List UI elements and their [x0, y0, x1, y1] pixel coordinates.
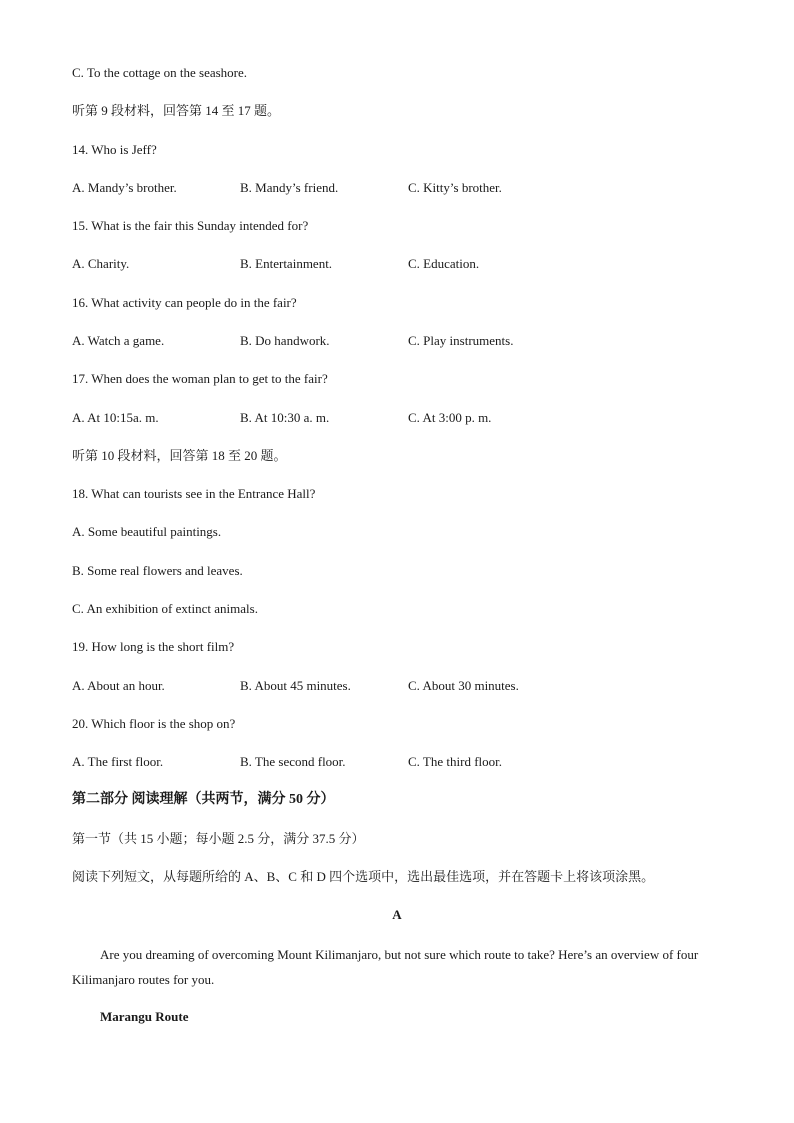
question-19: 19. How long is the short film? [72, 639, 235, 654]
question-14: 14. Who is Jeff? [72, 142, 157, 157]
q15-option-a: A. Charity. [72, 256, 130, 271]
q14-option-b: B. Mandy’s friend. [240, 180, 339, 195]
passage-label: A [392, 907, 402, 922]
q17-option-c: C. At 3:00 p. m. [408, 410, 492, 425]
instruction-section-9: 听第 9 段材料，回答第 14 至 17 题。 [72, 103, 281, 118]
q20-option-b: B. The second floor. [240, 754, 346, 769]
q16-option-a: A. Watch a game. [72, 333, 165, 348]
q18-option-c: C. An exhibition of extinct animals. [72, 601, 258, 616]
q16-option-b: B. Do handwork. [240, 333, 330, 348]
instruction-section-10: 听第 10 段材料，回答第 18 至 20 题。 [72, 448, 287, 463]
part-2-heading: 第二部分 阅读理解（共两节，满分 50 分） [72, 792, 335, 807]
question-16: 16. What activity can people do in the fair? [72, 295, 297, 310]
question-20: 20. Which floor is the shop on? [72, 716, 236, 731]
q15-option-c: C. Education. [408, 256, 480, 271]
q19-option-c: C. About 30 minutes. [408, 678, 519, 693]
question-17: 17. When does the woman plan to get to the fair? [72, 371, 328, 386]
route-heading: Marangu Route [100, 1009, 189, 1024]
q17-option-b: B. At 10:30 a. m. [240, 410, 330, 425]
section-1-heading: 第一节（共 15 小题；每小题 2.5 分，满分 37.5 分） [72, 831, 365, 846]
q20-option-a: A. The first floor. [72, 754, 164, 769]
q19-option-b: B. About 45 minutes. [240, 678, 351, 693]
q16-option-c: C. Play instruments. [408, 333, 514, 348]
reading-instruction: 阅读下列短文，从每题所给的 A、B、C 和 D 四个选项中，选出最佳选项，并在答题卡上将该项涂黑。 [72, 869, 655, 884]
q17-option-a: A. At 10:15a. m. [72, 410, 159, 425]
option-c-cottage: C. To the cottage on the seashore. [72, 65, 248, 80]
passage-intro: Are you dreaming of overcoming Mount Kilimanjaro, but not sure which route to take? Here’s an overview of four Kilimanjaro routes for you. [72, 947, 699, 987]
q19-option-a: A. About an hour. [72, 678, 165, 693]
q20-option-c: C. The third floor. [408, 754, 503, 769]
q18-option-b: B. Some real flowers and leaves. [72, 563, 243, 578]
q14-option-c: C. Kitty’s brother. [408, 180, 502, 195]
question-18: 18. What can tourists see in the Entrance Hall? [72, 486, 316, 501]
q15-option-b: B. Entertainment. [240, 256, 333, 271]
q14-option-a: A. Mandy’s brother. [72, 180, 177, 195]
question-15: 15. What is the fair this Sunday intended for? [72, 218, 309, 233]
q18-option-a: A. Some beautiful paintings. [72, 524, 222, 539]
